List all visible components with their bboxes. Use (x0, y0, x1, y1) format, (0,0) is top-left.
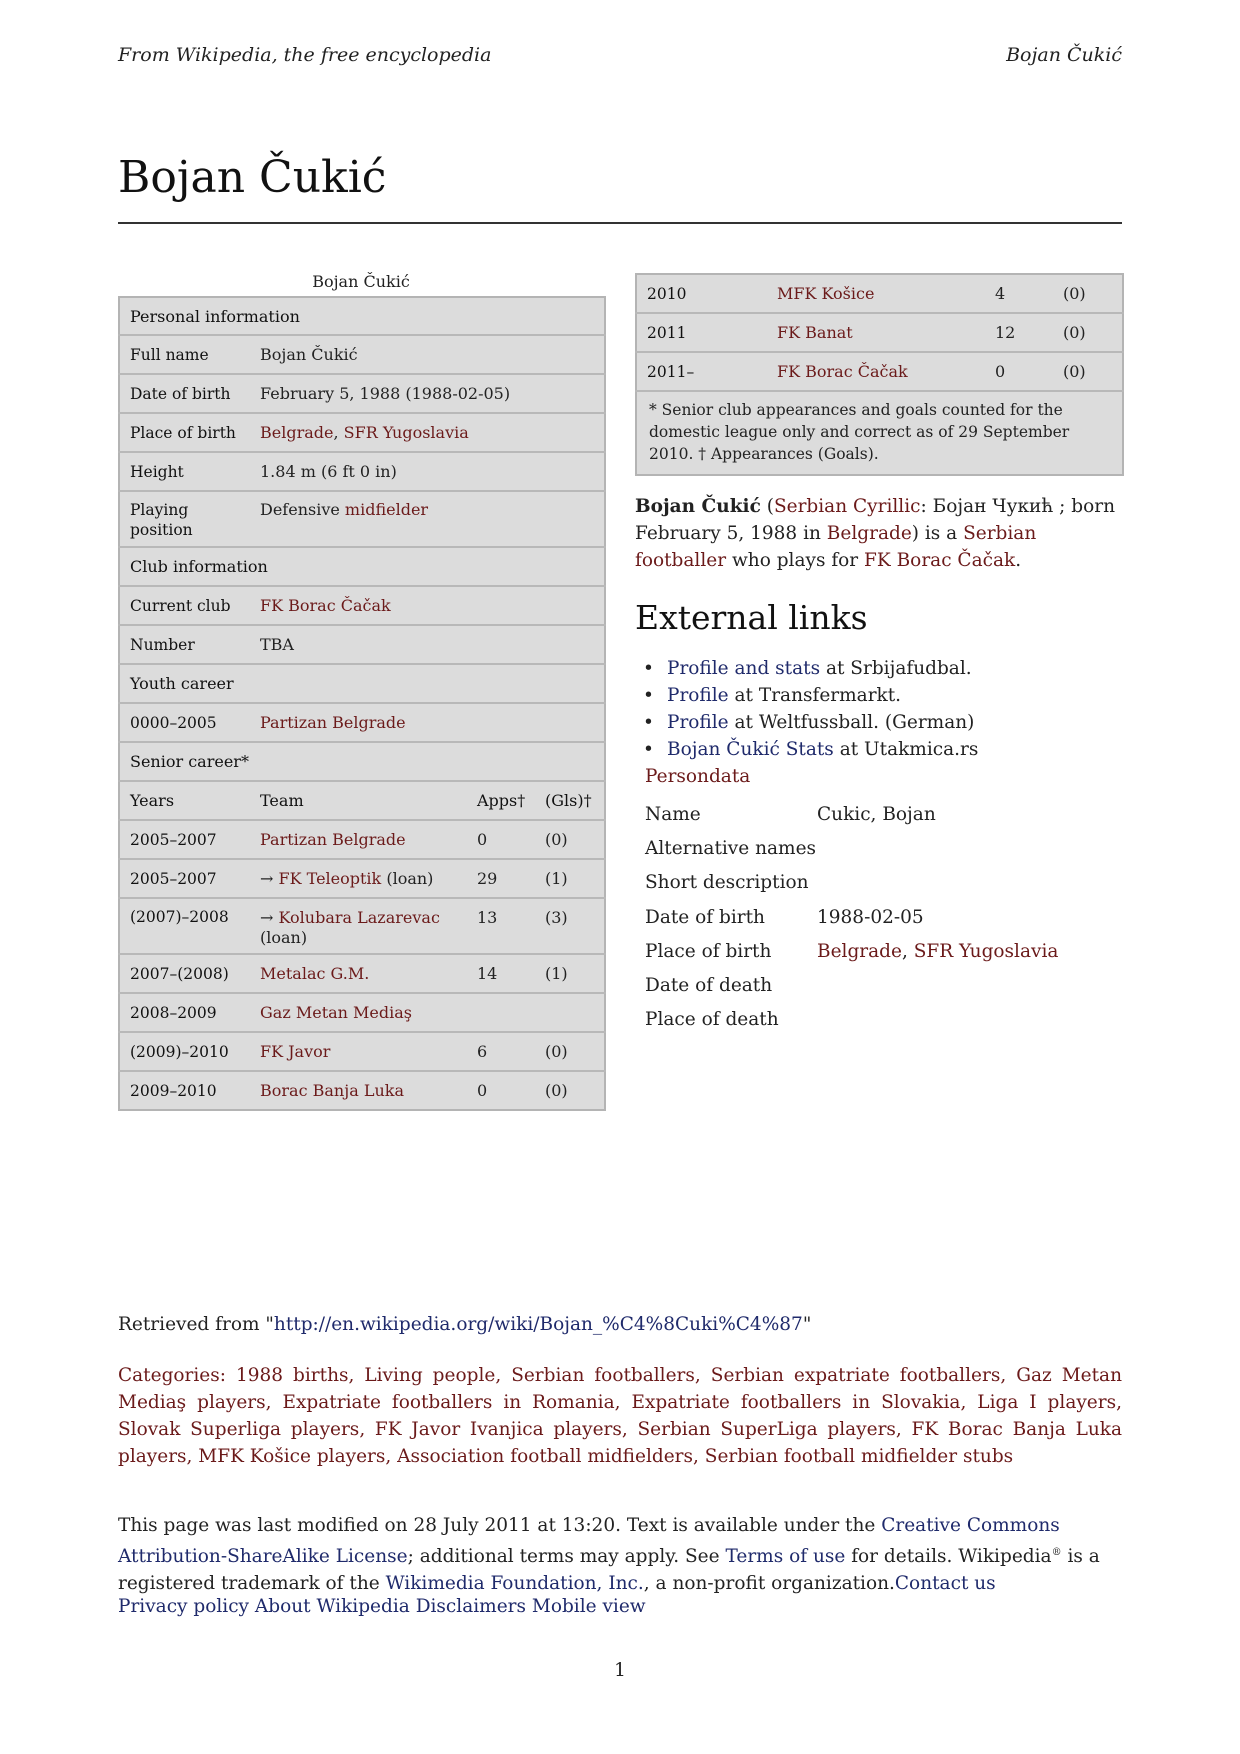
external-link[interactable]: Profile (667, 685, 729, 706)
career-apps: 0 (467, 820, 535, 859)
category-link[interactable]: Gaz Metan Mediaş players (118, 1365, 1122, 1413)
category-link[interactable]: Expatriate footballers in Slovakia (631, 1392, 961, 1413)
external-link-item (635, 736, 978, 763)
current-club-value (250, 586, 605, 625)
career-team-link[interactable]: FK Teleoptik (278, 869, 382, 888)
license-text-part: , a non-profit organization. (643, 1573, 895, 1595)
persondata-value (817, 866, 1058, 900)
date-of-birth-label: Date of birth (119, 374, 250, 413)
career-apps: 6 (467, 1032, 535, 1071)
category-separator: , (1000, 1365, 1017, 1386)
external-link-source: at Utakmica.rs (833, 739, 979, 760)
career-apps: 4 (995, 284, 1006, 303)
lead-text: who plays for (726, 550, 865, 571)
playing-position-value (250, 491, 605, 547)
career-goals: (1) (535, 859, 605, 898)
current-club-label: Current club (119, 586, 250, 625)
loan-arrow: → (260, 908, 279, 927)
bullet-icon: • (643, 712, 654, 733)
place-of-birth-value (250, 413, 605, 452)
persondata-table (645, 797, 1058, 1037)
external-link-source: at Weltfussball. (German) (728, 712, 975, 733)
footer-links (118, 1593, 646, 1620)
category-separator: , (495, 1365, 512, 1386)
place-separator: , (333, 423, 344, 442)
career-team-link[interactable]: FK Borac Čačak (777, 362, 908, 381)
registered-mark: ® (1051, 1547, 1062, 1558)
lead-subject-name: Bojan Čukić (635, 496, 761, 517)
categories: Categories: 1988 births, Living people, Serbian footballers, Serbian expatriate footballers, Gaz Metan Mediaş players, Expatriate footballers in Romania, Expatriate footballers in Slovakia, Liga I players, Slovak Superliga players, FK Javor Ivanjica players, Serbian SuperLiga players, FK Borac Banja Luka players, MFK Košice players, Association football midfielders, Serbian football midfielder stubs (118, 1365, 1123, 1467)
privacy-policy-link[interactable]: Privacy policy (118, 1596, 250, 1617)
loan-suffix: (loan) (260, 928, 308, 947)
career-apps: 13 (467, 898, 535, 954)
lead-text: : Бојан Чукић ; born February 5, 1988 in (635, 496, 1116, 544)
disclaimers-link[interactable]: Disclaimers (415, 1596, 526, 1617)
license-text-part: is a registered trademark of the (118, 1546, 1100, 1595)
terms-of-use-link[interactable]: Terms of use (725, 1546, 846, 1568)
about-wikipedia-link[interactable]: About Wikipedia (254, 1596, 410, 1617)
career-team-link[interactable]: FK Banat (777, 323, 853, 342)
career-apps: 14 (467, 954, 535, 993)
height-value: 1.84 m (6 ft 0 in) (250, 452, 605, 491)
persondata-label: Place of death (645, 1009, 779, 1031)
external-link[interactable]: Bojan Čukić Stats (667, 739, 834, 760)
persondata-value (817, 934, 1058, 968)
career-years: 2005–2007 (119, 859, 250, 898)
external-link-source: at Transfermarkt. (728, 685, 902, 706)
infobox (118, 296, 606, 1111)
category-separator: , (614, 1392, 632, 1413)
external-link-item (635, 682, 978, 709)
category-separator: , (694, 1365, 711, 1386)
contact-us-link[interactable]: Contact us (894, 1573, 996, 1595)
category-link[interactable]: Serbian SuperLiga players (637, 1419, 896, 1440)
senior-header-team: Team (250, 781, 467, 820)
loan-suffix: (loan) (381, 869, 434, 888)
senior-header-gls: (Gls)† (535, 781, 605, 820)
height-label: Height (119, 452, 250, 491)
infobox-caption: Bojan Čukić (312, 272, 410, 291)
category-link[interactable]: Liga I players (977, 1392, 1117, 1413)
belgrade-link[interactable]: Belgrade (826, 523, 912, 544)
current-club-link[interactable]: FK Borac Čačak (260, 596, 391, 615)
career-goals: (0) (1053, 313, 1123, 352)
lead-text: . (1015, 550, 1022, 571)
career-years: (2009)–2010 (119, 1032, 250, 1071)
category-separator: , (348, 1365, 365, 1386)
career-team-link[interactable]: Metalac G.M. (260, 964, 370, 983)
retrieved-url-link[interactable]: http://en.wikipedia.org/wiki/Bojan_%C4%8Cuki%C4%87 (273, 1314, 803, 1335)
license-text-part: for details. Wikipedia (845, 1546, 1052, 1568)
bullet-icon: • (643, 658, 654, 679)
category-link[interactable]: Living people (364, 1365, 496, 1386)
career-team (250, 954, 467, 993)
running-header-source: From Wikipedia, the free encyclopedia (118, 44, 492, 66)
bullet-icon: • (643, 739, 654, 760)
career-goals: (0) (1063, 284, 1086, 303)
category-link[interactable]: MFK Košice players (198, 1446, 386, 1467)
license-text (118, 1512, 1122, 1597)
category-separator: , (1116, 1392, 1122, 1413)
lead-text: ( (760, 496, 774, 517)
career-goals: (0) (1053, 352, 1123, 391)
retrieved-prefix: Retrieved from " (118, 1314, 274, 1335)
section-personal-information: Personal information (130, 306, 300, 326)
page-title: Bojan Čukić (118, 152, 387, 203)
career-years: 2010 (647, 284, 687, 303)
career-apps: 12 (985, 313, 1053, 352)
category-link[interactable]: Serbian footballers (511, 1365, 695, 1386)
running-header-title: Bojan Čukić (1006, 44, 1122, 66)
section-senior-career: Senior career* (119, 742, 605, 781)
license-text-part: ; additional terms may apply. See (407, 1546, 726, 1568)
category-link[interactable]: 1988 births (235, 1365, 349, 1386)
career-team (767, 352, 985, 391)
external-link[interactable]: Profile (667, 712, 729, 733)
career-years: 2009–2010 (119, 1071, 250, 1110)
external-link-source: at Srbijafudbal. (820, 658, 972, 679)
date-of-birth-value: February 5, 1988 (1988-02-05) (250, 374, 605, 413)
category-link[interactable]: Serbian football midfielder stubs (704, 1446, 1014, 1467)
persondata-label: Date of death (645, 975, 773, 997)
career-years: (2007)–2008 (119, 898, 250, 954)
section-youth-career: Youth career (119, 664, 605, 703)
career-years: 2008–2009 (119, 993, 250, 1032)
category-separator: , (960, 1392, 978, 1413)
external-link[interactable]: Profile and stats (667, 658, 821, 679)
career-team-link[interactable]: FK Javor (260, 1042, 331, 1061)
career-team (250, 898, 467, 954)
career-goals (535, 993, 605, 1032)
career-years: 2005–2007 (119, 820, 250, 859)
career-team (250, 1071, 467, 1110)
category-link[interactable]: FK Borac Banja Luka players (118, 1419, 1123, 1467)
position-prefix: Defensive (260, 500, 345, 519)
persondata-value: 1988-02-05 (817, 906, 924, 928)
category-separator: , (186, 1446, 199, 1467)
wikimedia-foundation-link[interactable]: Wikimedia Foundation, Inc. (385, 1573, 644, 1595)
playing-position-label: Playing position (119, 491, 250, 547)
career-apps (467, 993, 535, 1032)
career-apps: 0 (467, 1071, 535, 1110)
section-club-information: Club information (119, 547, 605, 586)
persondata-value: Cukic, Bojan (817, 803, 936, 825)
club-link[interactable]: FK Borac Čačak (864, 550, 1016, 571)
serbian-cyrillic-link[interactable]: Serbian Cyrillic (773, 496, 921, 517)
career-apps: 29 (467, 859, 535, 898)
career-years: 2011– (636, 352, 767, 391)
belgrade-link[interactable]: Belgrade (817, 940, 902, 962)
career-team (250, 993, 467, 1032)
external-links-list (635, 655, 978, 763)
career-goals: (3) (535, 898, 605, 954)
belgrade-link[interactable]: Belgrade (260, 423, 334, 442)
persondata-label: Place of birth (645, 940, 772, 962)
career-team (250, 1032, 467, 1071)
external-links-heading: External links (635, 598, 868, 637)
full-name-label: Full name (119, 335, 250, 374)
category-separator: , (895, 1419, 912, 1440)
title-divider (118, 222, 1122, 224)
category-link[interactable]: Serbian expatriate footballers (710, 1365, 1001, 1386)
persondata-value (817, 1003, 1058, 1037)
category-separator: , (359, 1419, 375, 1440)
license-text-part: This page was last modified on 28 July 2011 at 13:20. Text is available under the (118, 1515, 882, 1536)
external-link-item (635, 655, 978, 682)
senior-header-apps: Apps† (467, 781, 535, 820)
career-goals: (1) (535, 954, 605, 993)
career-team (250, 820, 467, 859)
retrieved-suffix: " (802, 1314, 812, 1335)
career-team (767, 313, 985, 352)
persondata-label: Date of birth (645, 906, 765, 928)
career-goals: (0) (535, 1071, 605, 1110)
youth-team-link[interactable]: Partizan Belgrade (260, 713, 406, 732)
loan-arrow: → (260, 869, 279, 888)
persondata-label: Name (645, 803, 701, 825)
career-goals: (0) (535, 820, 605, 859)
midfielder-link[interactable]: midfielder (344, 500, 429, 519)
lead-paragraph (635, 493, 1122, 574)
persondata-label: Short description (645, 872, 809, 894)
category-separator: , (265, 1392, 283, 1413)
running-header (118, 44, 1122, 66)
mobile-view-link[interactable]: Mobile view (531, 1596, 646, 1617)
retrieved-from (118, 1314, 1122, 1335)
bullet-icon: • (643, 685, 654, 706)
external-link-item (635, 709, 978, 736)
career-team-link[interactable]: MFK Košice (777, 284, 875, 303)
sfr-yugoslavia-link[interactable]: SFR Yugoslavia (913, 940, 1059, 962)
serbian-footballer-link[interactable]: Serbian footballer (635, 523, 1037, 571)
cc-license-link[interactable]: Creative Commons Attribution-ShareAlike License (118, 1515, 1060, 1568)
infobox-continued (635, 273, 1124, 476)
place-separator: , (901, 940, 914, 962)
career-team (767, 274, 985, 313)
career-apps: 0 (985, 352, 1053, 391)
career-team-link[interactable]: Gaz Metan Mediaş (260, 1003, 413, 1022)
career-team-link[interactable]: Kolubara Lazarevac (278, 908, 440, 927)
persondata-value (817, 831, 1058, 865)
category-link[interactable]: Association football midfielders (397, 1446, 693, 1467)
persondata-label: Alternative names (645, 837, 817, 859)
sfr-yugoslavia-link[interactable]: SFR Yugoslavia (343, 423, 469, 442)
category-link[interactable]: FK Javor Ivanjica players (374, 1419, 622, 1440)
number-label: Number (119, 625, 250, 664)
career-years: 2007–(2008) (119, 954, 250, 993)
category-link[interactable]: Expatriate footballers in Romania (282, 1392, 615, 1413)
persondata-title: Persondata (645, 766, 751, 787)
persondata-value (817, 968, 1058, 1002)
career-goals: (0) (535, 1032, 605, 1071)
career-team-link[interactable]: Partizan Belgrade (260, 830, 406, 849)
page-number: 1 (614, 1660, 626, 1681)
full-name-value: Bojan Čukić (250, 335, 605, 374)
youth-years: 0000–2005 (119, 703, 250, 742)
career-team (250, 859, 467, 898)
infobox-footnote: * Senior club appearances and goals counted for the domestic league only and correct as of 29 September 2010. † Appearances (Goals). (636, 391, 1123, 475)
category-link[interactable]: Slovak Superliga players (118, 1419, 360, 1440)
category-separator: , (621, 1419, 638, 1440)
career-years: 2011 (636, 313, 767, 352)
lead-text: ) is a (911, 523, 964, 544)
categories-label-link[interactable]: Categories (118, 1365, 220, 1386)
category-list (118, 1365, 1122, 1467)
youth-team (250, 703, 605, 742)
category-separator: , (385, 1446, 398, 1467)
category-separator: , (693, 1446, 705, 1467)
place-of-birth-label: Place of birth (119, 413, 250, 452)
senior-header-years: Years (119, 781, 250, 820)
number-value: TBA (250, 625, 605, 664)
career-team-link[interactable]: Borac Banja Luka (260, 1081, 404, 1100)
